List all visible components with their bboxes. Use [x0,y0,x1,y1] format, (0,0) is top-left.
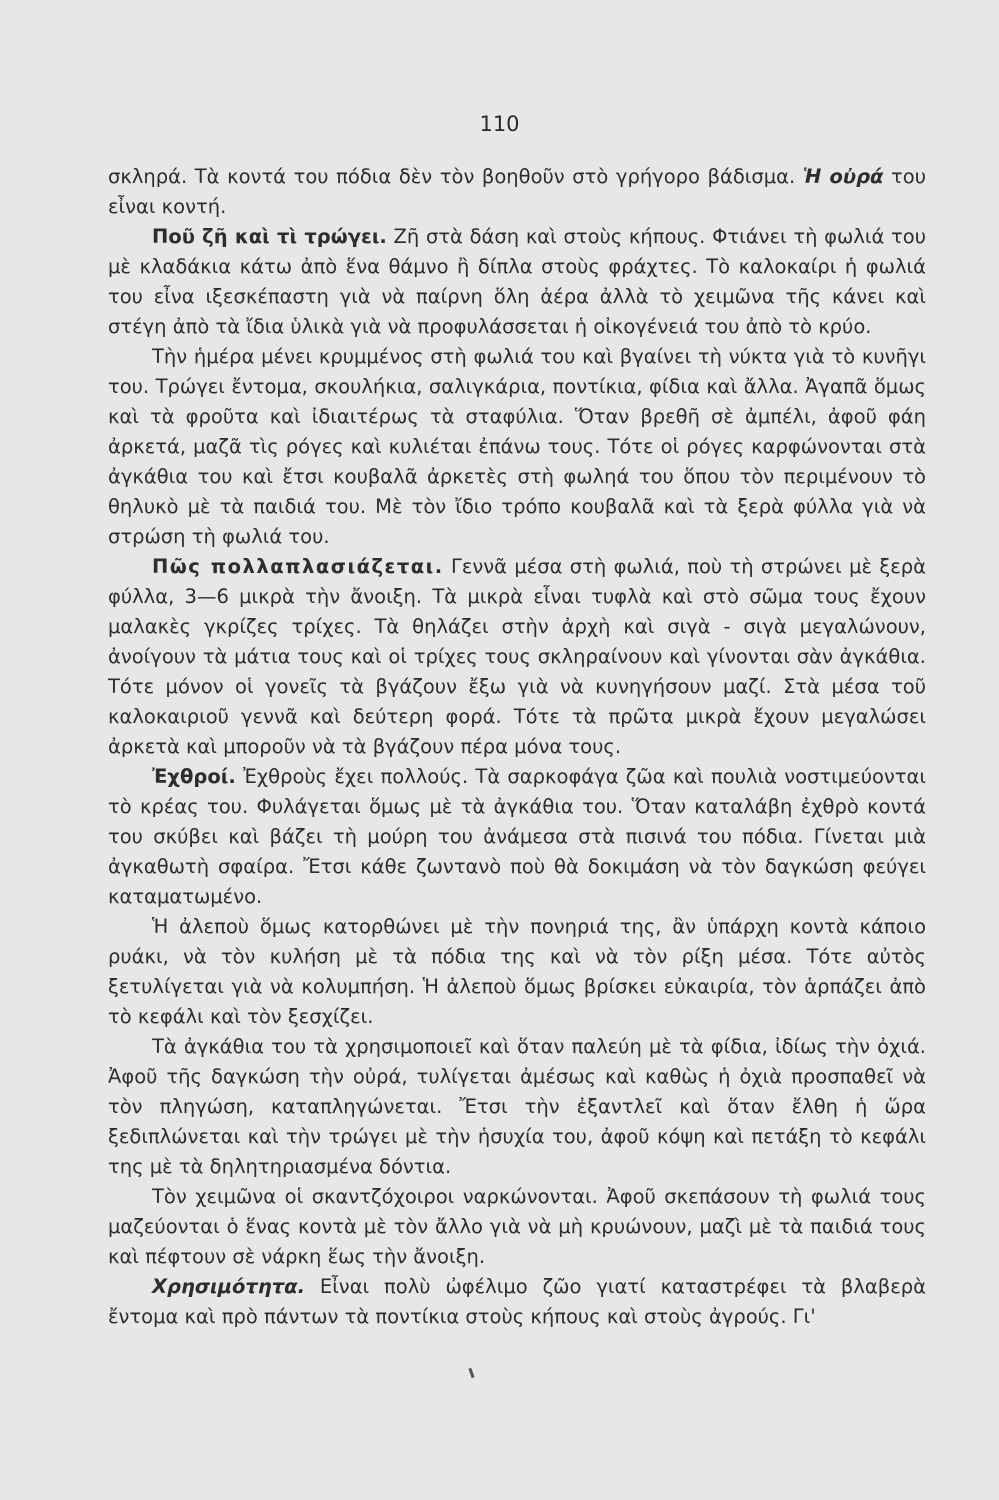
scan-speck [468,1368,474,1378]
paragraph-8 [108,1182,926,1272]
paragraph-7 [108,1032,926,1182]
text-run: του εἶναι κοντή. [108,165,926,218]
section-heading-reproduction: Πῶς πολλαπλασιάζεται. [152,555,444,578]
paragraph-2 [108,222,926,342]
text-run: Εἶναι πολὺ ὠφέλιμο ζῶο γιατί καταστρέφει τὰ βλαβερὰ ἔντομα καὶ πρὸ πάντων τὰ ποντίκια στοὺς κήπους καὶ στοὺς ἀγρούς. Γι' [108,1275,926,1328]
section-heading-enemies: Ἐχθροί. [152,765,236,788]
paragraph-6 [108,912,926,1032]
paragraph-5 [108,762,926,912]
text-run: Ζῆ στὰ δάση καὶ στοὺς κήπους. Φτιάνει τὴ φωλιά του μὲ κλαδάκια κάτω ἀπὸ ἕνα θάμνο ἢ δίπλα στοὺς φράχτες. Τὸ καλοκαίρι ἡ φωλιά του εἶνα ιξεσκέπαστη γιὰ νὰ παίρνη ὅλη ἀέρα ἀλλὰ τὸ χειμῶνα τῆς κάνει καὶ στέγη ἀπὸ τὰ ἴδια ὑλικὰ γιὰ νὰ προφυλάσσεται ἡ οἰκογένειά του ἀπὸ τὸ κρύο. [108,225,926,338]
paragraph-1 [108,162,926,222]
text-run: Γεννᾶ μέσα στὴ φωλιά, ποὺ τὴ στρώνει μὲ ξερὰ φύλλα, 3—6 μικρὰ τὴν ἄνοιξη. Τὰ μικρὰ εἶναι τυφλὰ καὶ στὸ σῶμα τους ἔχουν μαλακὲς γκρίζες τρίχες. Τὰ θηλάζει στὴν ἀρχὴ καὶ σιγὰ - σιγὰ μεγαλώνουν, ἀνοίγουν τὰ μάτια τους καὶ οἱ τρίχες τους σκληραίνουν καὶ γίνονται σὰν ἀγκάθια. Τότε μόνον οἱ γονεῖς τὰ βγάζουν ἔξω γιὰ νὰ κυνηγήσουν μαζί. Στὰ μέσα τοῦ καλοκαιριοῦ γεννᾶ καὶ δεύτερη φορά. Τότε τὰ πρῶτα μικρὰ ἔχουν μεγαλώσει ἀρκετὰ καὶ μποροῦν νὰ τὰ βγάζουν πέρα μόνα τους. [108,555,926,758]
text-run: Ἡ ἀλεποὺ ὅμως κατορθώνει μὲ τὴν πονηριά της, ἂν ὑπάρχη κοντὰ κάποιο ρυάκι, νὰ τὸν κυλήση μὲ τὰ πόδια της καὶ νὰ τὸν ρίξη μέσα. Τότε αὐτὸς ξετυλίγεται γιὰ νὰ κολυμπήση. Ἡ ἀλεποὺ ὅμως βρίσκει εὐκαιρία, τὸν ἁρπάζει ἀπὸ τὸ κεφάλι καὶ τὸν ξεσχίζει. [108,915,926,1028]
text-run: Τὸν χειμῶνα οἱ σκαντζόχοιροι ναρκώνονται. Ἀφοῦ σκεπάσουν τὴ φωλιά τους μαζεύονται ὁ ἕνας κοντὰ μὲ τὸν ἄλλο γιὰ νὰ μὴ κρυώνουν, μαζὶ μὲ τὰ παιδιά τους καὶ πέφτουν σὲ νάρκη ἕως τὴν ἄνοιξη. [108,1185,926,1268]
page-number: 110 [479,112,520,136]
text-run: Ἐχθροὺς ἔχει πολλούς. Τὰ σαρκοφάγα ζῶα καὶ πουλιὰ νοστιμεύονται τὸ κρέας του. Φυλάγεται ὅμως μὲ τὰ ἀγκάθια του. Ὅταν καταλάβη ἐχθρὸ κοντά του σκύβει καὶ βάζει τὴ μούρη του ἀνάμεσα στὰ πισινά του πόδια. Γίνεται μιὰ ἀγκαθωτὴ σφαίρα. Ἔτσι κάθε ζωντανὸ ποὺ θὰ δοκιμάση νὰ τὸν δαγκώση φεύγει καταματωμένο. [108,765,926,908]
section-heading-usefulness: Χρησιμότητα. [152,1275,305,1298]
text-run: σκληρά. Τὰ κοντά του πόδια δὲν τὸν βοηθοῦν στὸ γρήγορο βάδισμα. [108,165,803,188]
section-heading-habitat: Ποῦ ζῆ καὶ τὶ τρώγει. [152,225,387,248]
body-text [108,162,926,1332]
text-run-emphasis: Ἡ οὐρά [802,165,884,188]
paragraph-4 [108,552,926,762]
paragraph-9 [108,1272,926,1332]
paragraph-3 [108,342,926,552]
text-run: Τὴν ἡμέρα μένει κρυμμένος στὴ φωλιά του καὶ βγαίνει τὴ νύκτα γιὰ τὸ κυνῆγι του. Τρώγει ἔντομα, σκουλήκια, σαλιγκάρια, ποντίκια, φίδια καὶ ἄλλα. Ἀγαπᾶ ὅμως καὶ τὰ φροῦτα καὶ ἰδιαιτέρως τὰ σταφύλια. Ὅταν βρεθῆ σὲ ἀμπέλι, ἀφοῦ φάη ἀρκετά, μαζᾶ τὶς ρόγες καὶ κυλιέται ἐπάνω τους. Τότε οἱ ρόγες καρφώνονται στὰ ἀγκάθια του καὶ ἔτσι κουβαλᾶ ἀρκετὲς στὴ φωληά του ὅπου τὸν περιμένουν τὸ θηλυκὸ μὲ τὰ παιδιά του. Μὲ τὸν ἴδιο τρόπο κουβαλᾶ καὶ τὰ ξερὰ φύλλα γιὰ νὰ στρώση τὴ φωλιά του. [108,345,926,548]
text-run: Τὰ ἀγκάθια του τὰ χρησιμοποιεῖ καὶ ὅταν παλεύη μὲ τὰ φίδια, ἰδίως τὴν ὀχιά. Ἀφοῦ τῆς δαγκώση τὴν οὐρά, τυλίγεται ἀμέσως καὶ καθὼς ἡ ὀχιὰ προσπαθεῖ νὰ τὸν πληγώση, καταπληγώνεται. Ἔτσι τὴν ἐξαντλεῖ καὶ ὅταν ἔλθη ἡ ὥρα ξεδιπλώνεται καὶ τὴν τρώγει μὲ τὴν ἡσυχία του, ἀφοῦ κόψη καὶ πετάξη τὸ κεφάλι της μὲ τὰ δηλητηριασμένα δόντια. [108,1035,926,1178]
